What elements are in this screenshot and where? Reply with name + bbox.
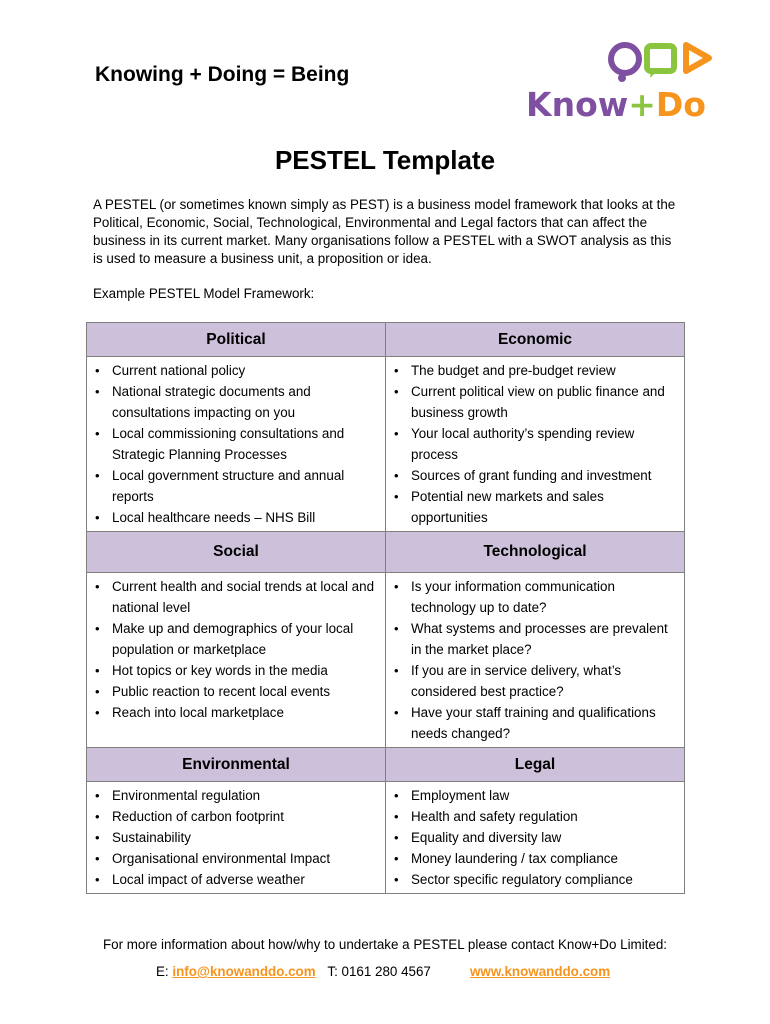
list-item: • Make up and demographics of your local population or marketplace — [87, 618, 381, 660]
social-header: Social — [87, 532, 386, 573]
list-item: • Local commissioning consultations and Strategic Planning Processes — [87, 423, 381, 465]
list-item: • National strategic documents and consultations impacting on you — [87, 381, 381, 423]
list-item: • Employment law — [386, 785, 680, 806]
list-item: • Local impact of adverse weather — [87, 869, 381, 890]
list-item: • Public reaction to recent local events — [87, 681, 381, 702]
list-item: • The budget and pre-budget review — [386, 360, 680, 381]
email-label: E: — [156, 964, 169, 979]
list-item: • Organisational environmental Impact — [87, 848, 381, 869]
know-do-logo — [524, 38, 734, 120]
social-cell — [87, 573, 386, 748]
political-header: Political — [87, 323, 386, 357]
intro-paragraph: A PESTEL (or sometimes known simply as PEST) is a business model framework that looks at the Political, Economic, Social, Technological, Environmental and Legal factors that can affect the business in its current market. Many organisations follow a PESTEL with a SWOT analysis as this is used to measure a business unit, a proposition or idea. — [93, 197, 676, 266]
legal-cell — [386, 782, 685, 894]
email-link[interactable]: info@knowanddo.com — [172, 964, 316, 979]
pestel-table — [86, 322, 685, 894]
list-item: • Current political view on public finance and business growth — [386, 381, 680, 423]
list-item: • Equality and diversity law — [386, 827, 680, 848]
list-item: • Potential new markets and sales opportunities — [386, 486, 680, 528]
play-icon — [686, 45, 709, 71]
table-row — [87, 357, 685, 532]
list-item: • Is your information communication technology up to date? — [386, 576, 680, 618]
list-item: • Health and safety regulation — [386, 806, 680, 827]
footer-info: For more information about how/why to undertake a PESTEL please contact Know+Do Limited: — [102, 937, 668, 952]
political-cell — [87, 357, 386, 532]
chat-icon — [647, 46, 674, 78]
logo-wordmark: Know+Do — [526, 85, 706, 120]
environmental-header: Environmental — [87, 748, 386, 782]
technological-cell — [386, 573, 685, 748]
list-item: • Reduction of carbon footprint — [87, 806, 381, 827]
tagline: Knowing + Doing = Being — [95, 63, 350, 86]
legal-header: Legal — [386, 748, 685, 782]
list-item: • Sources of grant funding and investment — [386, 465, 680, 486]
table-header-row — [87, 748, 685, 782]
page-title: PESTEL Template — [274, 145, 496, 175]
list-item: • Environmental regulation — [87, 785, 381, 806]
footer-contact — [156, 964, 611, 979]
list-item: • Hot topics or key words in the media — [87, 660, 381, 681]
table-header-row — [87, 532, 685, 573]
environmental-cell — [87, 782, 386, 894]
table-header-row — [87, 323, 685, 357]
list-item: • Have your staff training and qualifications needs changed? — [386, 702, 680, 744]
phone-number: T: 0161 280 4567 — [327, 964, 431, 979]
list-item: • Local government structure and annual reports — [87, 465, 381, 507]
list-item: • Local healthcare needs – NHS Bill — [87, 507, 381, 528]
economic-header: Economic — [386, 323, 685, 357]
example-label: Example PESTEL Model Framework: — [93, 286, 315, 301]
table-row — [87, 573, 685, 748]
list-item: • Current national policy — [87, 360, 381, 381]
economic-cell — [386, 357, 685, 532]
list-item: • What systems and processes are prevalent in the market place? — [386, 618, 680, 660]
list-item: • Sustainability — [87, 827, 381, 848]
list-item: • Reach into local marketplace — [87, 702, 381, 723]
list-item: • Current health and social trends at local and national level — [87, 576, 381, 618]
list-item: • If you are in service delivery, what’s considered best practice? — [386, 660, 680, 702]
list-item: • Sector specific regulatory compliance — [386, 869, 680, 890]
website-link[interactable]: www.knowanddo.com — [470, 964, 611, 979]
speech-bubble-icon — [611, 45, 639, 82]
list-item: • Your local authority’s spending review process — [386, 423, 680, 465]
technological-header: Technological — [386, 532, 685, 573]
table-row — [87, 782, 685, 894]
list-item: • Money laundering / tax compliance — [386, 848, 680, 869]
